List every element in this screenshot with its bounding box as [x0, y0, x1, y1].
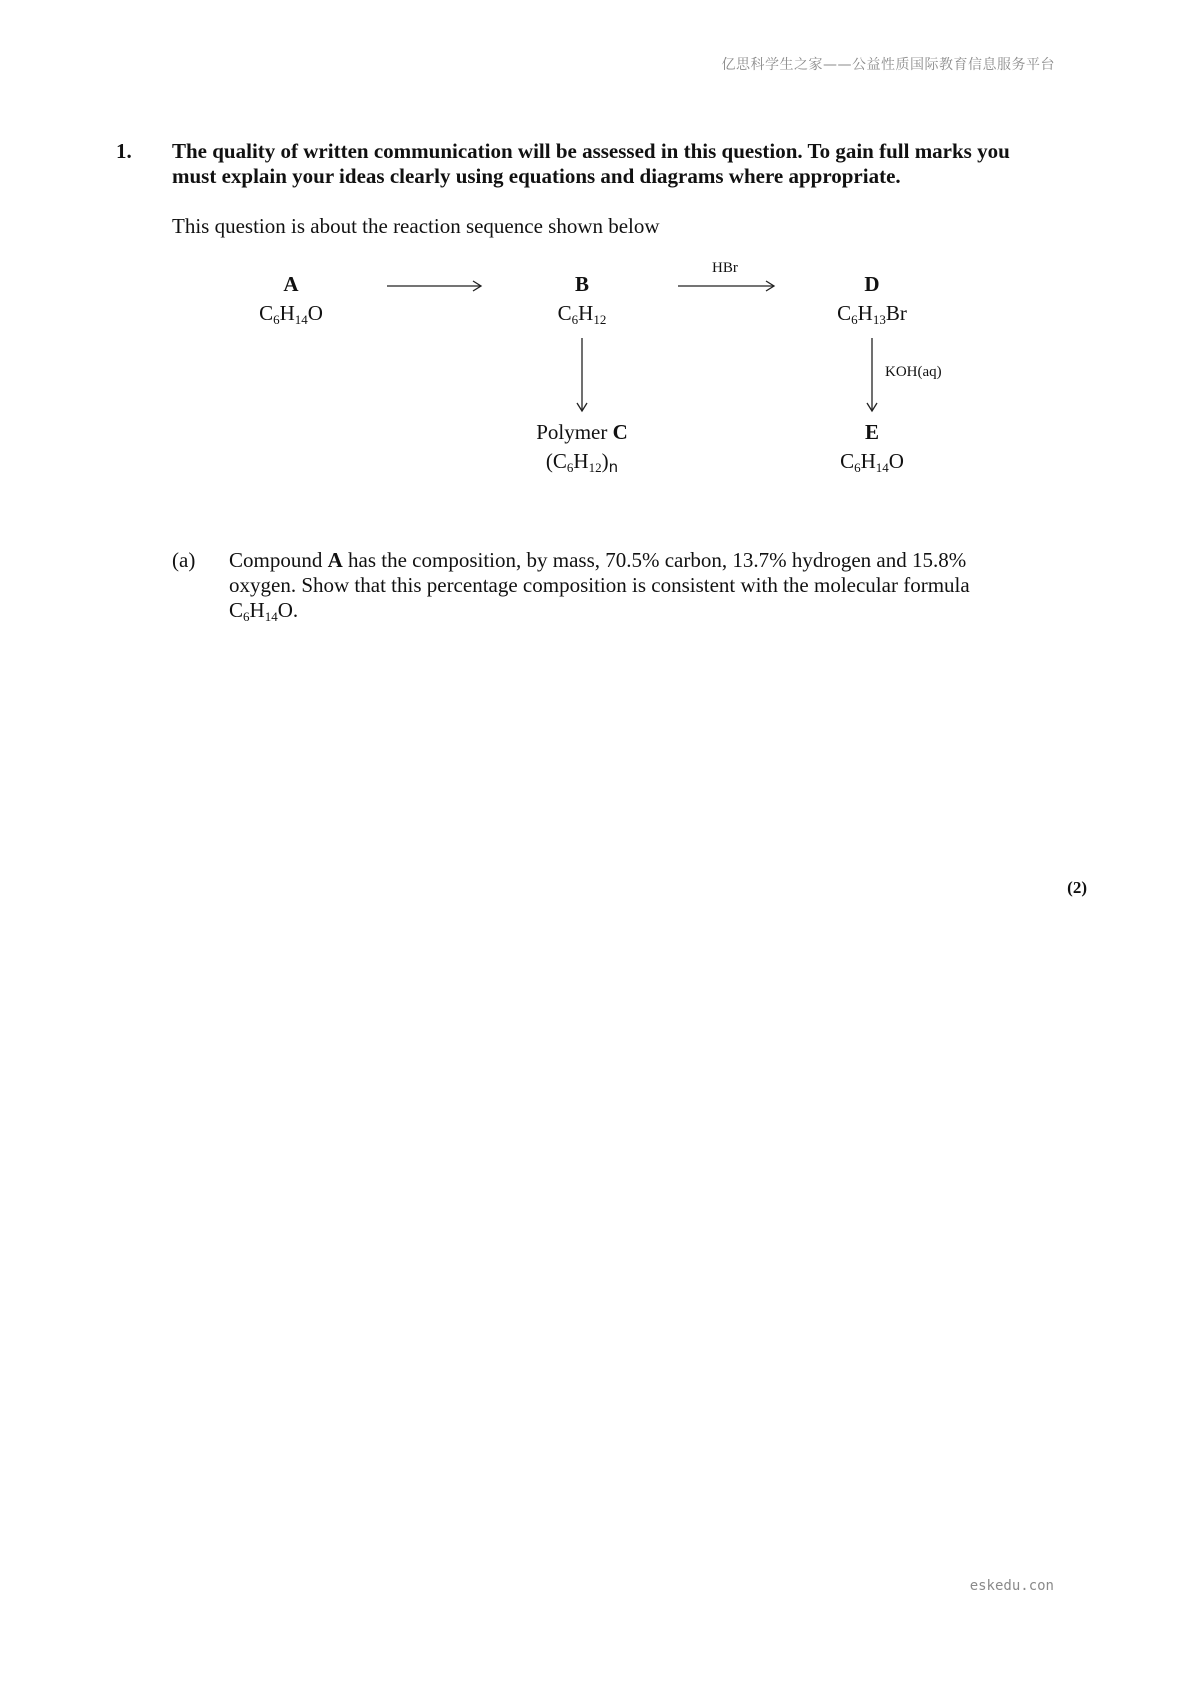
- compound-a-letter: A: [283, 272, 299, 296]
- compound-e-formula: $C_6H_{14}O$: [840, 449, 904, 475]
- polymer-c: [502, 418, 662, 482]
- compound-d-letter: D: [864, 272, 880, 296]
- question-intro: This question is about the reaction sequence shown below: [172, 214, 660, 238]
- polymer-c-formula: $(C_6H_{12})_n$: [545, 449, 619, 476]
- page-header: 亿思科学生之家——公益性质国际教育信息服务平台: [721, 57, 1055, 73]
- marks-allocation: (2): [1067, 878, 1087, 897]
- reagent-hbr: HBr: [712, 260, 738, 276]
- compound-e-letter: E: [864, 420, 879, 444]
- compound-b-formula: $C_6H_{12}$: [557, 301, 607, 327]
- compound-b: [502, 270, 662, 334]
- part-a-label: (a): [172, 548, 196, 572]
- page-footer: eskedu.con: [969, 1578, 1054, 1594]
- compound-a: [211, 270, 371, 334]
- compound-d-formula: $C_6H_{13}Br$: [837, 301, 907, 327]
- compound-d: [792, 270, 952, 334]
- polymer-c-label: Polymer C: [536, 420, 628, 444]
- compound-a-formula: $C_6H_{14}O$: [259, 301, 323, 327]
- question-number: 1.: [116, 139, 132, 163]
- part-a-text: Compound A has the composition, by mass, 70.5% carbon, 13.7% hydrogen and 15.8% oxygen. Show that this percentage composition is consistent with the molecular formula $C_6H_{14}O$.: [229, 548, 970, 624]
- compound-b-letter: B: [574, 272, 589, 296]
- compound-e: [792, 418, 952, 482]
- reagent-koh: KOH(aq): [885, 364, 942, 380]
- question-instruction: The quality of written communication will be assessed in this question. To gain full marks you must explain your ideas clearly using equations and diagrams where appropriate.: [172, 139, 1010, 188]
